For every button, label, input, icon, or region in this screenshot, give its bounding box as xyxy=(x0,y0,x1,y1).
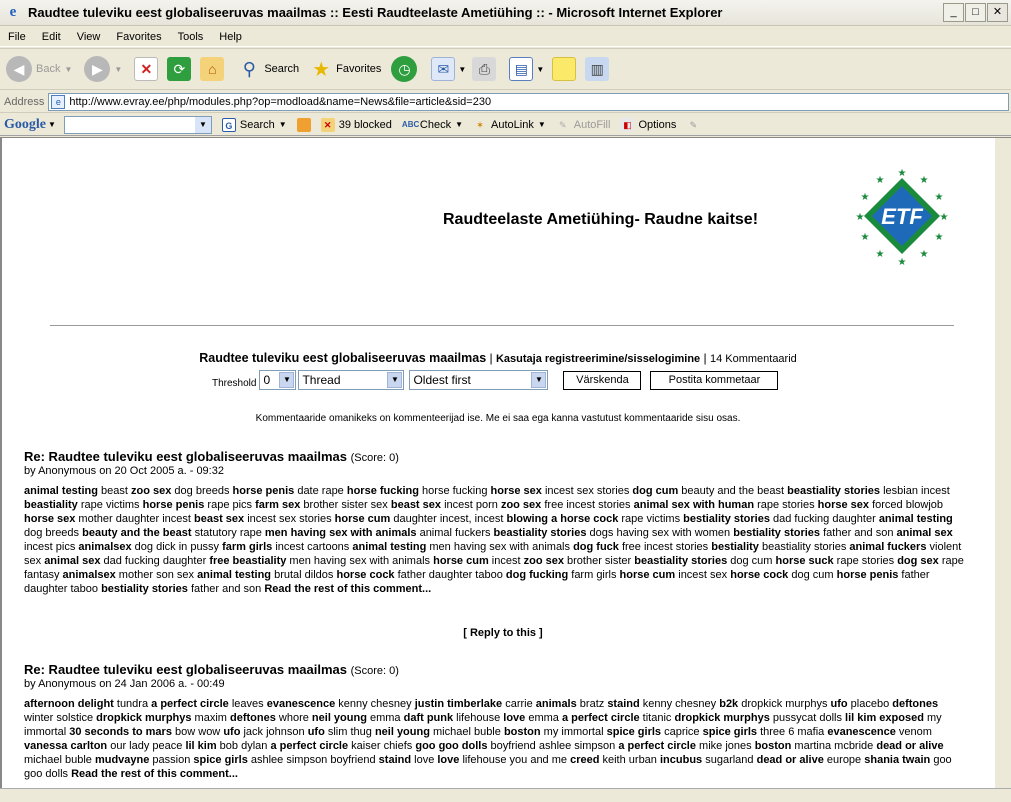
comment-text-segment: horse fucking xyxy=(346,485,419,497)
comment-text-segment: horse fucking xyxy=(418,485,491,497)
comment-text-segment: free incest stories xyxy=(541,499,634,511)
comment-text-segment: incest sex stories xyxy=(244,513,335,525)
comment-text-segment: neil young xyxy=(311,712,367,724)
comment-text-segment: three 6 mafia xyxy=(757,726,828,738)
comment-text-segment: emma xyxy=(366,712,404,724)
svg-text:ETF: ETF xyxy=(881,204,923,229)
comment-text-segment: men having sex with animals xyxy=(264,527,417,539)
comment-text-segment: beastiality stories xyxy=(634,555,728,567)
comment-text-segment: beast xyxy=(97,485,131,497)
comment-text-segment: beast sex xyxy=(390,499,442,511)
mode-select[interactable]: Thread ▼ xyxy=(298,370,404,390)
comment-text-segment: incest cartoons xyxy=(272,541,353,553)
comment-text-segment: my immortal xyxy=(24,712,942,738)
mail-button[interactable] xyxy=(431,57,466,81)
research-button[interactable] xyxy=(585,57,612,81)
comment-text-segment: boston xyxy=(754,740,792,752)
pagerank-button[interactable] xyxy=(297,118,315,132)
comment-text-segment: daughter incest, incest xyxy=(390,513,507,525)
comment-text-segment: animal testing xyxy=(197,569,272,581)
comment-text-segment: horse penis xyxy=(142,499,205,511)
comment-text-segment: kenny chesney xyxy=(335,698,415,710)
comment-controls xyxy=(212,370,778,390)
comment-text-segment: violent sex xyxy=(24,541,962,567)
comment-text-segment: forced blowjob xyxy=(869,499,944,511)
comment-body xyxy=(24,697,970,781)
comment-text-segment: dog dick in pussy xyxy=(131,541,223,553)
comment-text-segment: animals xyxy=(535,698,577,710)
svg-text:★: ★ xyxy=(875,249,885,260)
comment-text-segment: beast sex xyxy=(194,513,245,525)
comment-text-segment: ufo xyxy=(223,726,241,738)
comment-2 xyxy=(24,662,970,781)
comment-text-segment: father daughter taboo xyxy=(24,569,930,595)
history-button[interactable] xyxy=(391,56,421,82)
comment-text-segment: farm girls xyxy=(568,569,620,581)
svg-text:★: ★ xyxy=(919,175,929,186)
comment-text-segment: martina mcbride xyxy=(791,740,877,752)
comment-text-segment: bestiality xyxy=(711,541,759,553)
comment-text-segment: ufo xyxy=(830,698,848,710)
minimize-button[interactable]: _ xyxy=(943,3,964,22)
comment-text-segment: bestiality stories xyxy=(683,513,770,525)
comment-text-segment: placebo xyxy=(847,698,893,710)
comment-text-segment: pussycat dolls xyxy=(769,712,846,724)
back-arrow-icon: ◀ xyxy=(6,56,32,82)
comment-text-segment: men having sex with animals xyxy=(426,541,574,553)
comment-text-segment: michael buble xyxy=(429,726,504,738)
menu-edit[interactable]: Edit xyxy=(41,30,61,43)
menu-bar xyxy=(0,27,1011,47)
comment-text-segment: beastiality stories xyxy=(493,527,587,539)
comment-text-segment: bow wow xyxy=(171,726,224,738)
chevron-down-icon: ▼ xyxy=(387,372,402,388)
comment-text-segment: caprice xyxy=(661,726,703,738)
comment-text-segment: daft punk xyxy=(403,712,454,724)
comment-score: (Score: 0) xyxy=(350,665,399,677)
comment-text-segment: dad fucking daughter xyxy=(100,555,210,567)
google-search-button[interactable]: G Search ▼ xyxy=(222,118,287,132)
comment-text-segment: maxim xyxy=(191,712,230,724)
address-bar xyxy=(0,91,1011,113)
article-header-line: Raudtee tuleviku eest globaliseeruvas maailmas | Kasutaja registreerimine/sisselogimine | 14 Kommentaarid xyxy=(199,351,797,365)
comment-text-segment: dog sex xyxy=(897,555,939,567)
close-button[interactable]: ✕ xyxy=(987,3,1008,22)
mail-dropdown-icon[interactable]: ▼ xyxy=(458,64,467,74)
google-logo[interactable]: Google xyxy=(4,116,46,132)
comment-text-segment: whore xyxy=(275,712,312,724)
home-icon: ⌂ xyxy=(200,57,224,81)
comment-text-segment: animalsex xyxy=(78,541,132,553)
comment-text-segment: boston xyxy=(503,726,541,738)
comment-count: 14 Kommentaarid xyxy=(709,353,797,365)
highlight-icon: ✎ xyxy=(689,119,698,130)
comment-text-segment: slim thug xyxy=(324,726,375,738)
comment-text-segment: zoo sex xyxy=(523,555,564,567)
reply-link[interactable]: [ Reply to this ] xyxy=(463,627,543,639)
comment-text-segment: dog cum xyxy=(727,555,776,567)
comment-text-segment: horse suck xyxy=(775,555,834,567)
comment-text-segment: horse cum xyxy=(433,555,489,567)
options-icon: ◧ xyxy=(620,118,634,132)
comment-text-segment: horse penis xyxy=(836,569,899,581)
comment-text-segment: keith urban xyxy=(599,754,660,766)
autofill-icon: ✎ xyxy=(558,119,567,130)
comment-text-segment: neil young xyxy=(374,726,430,738)
chevron-down-icon: ▼ xyxy=(279,372,294,388)
chevron-down-icon: ▼ xyxy=(531,372,546,388)
comment-text-segment: bratz xyxy=(576,698,608,710)
comment-text-segment: bestiality stories xyxy=(733,527,821,539)
comment-text-segment: incest pics xyxy=(24,541,79,553)
google-search-input[interactable] xyxy=(64,116,212,134)
comment-byline: by Anonymous on 24 Jan 2006 a. - 00:49 xyxy=(24,678,225,690)
options-button[interactable]: ◧ Options xyxy=(620,118,676,132)
home-button[interactable] xyxy=(200,57,227,81)
spellcheck-icon: ABC xyxy=(401,119,420,129)
check-dropdown-icon[interactable]: ▼ xyxy=(455,120,464,129)
comment-text-segment: incest sex xyxy=(675,569,731,581)
comment-text-segment: horse sex xyxy=(24,513,76,525)
comment-text-segment: my immortal xyxy=(540,726,607,738)
comment-text-segment: animal testing xyxy=(352,541,427,553)
menu-help[interactable]: Help xyxy=(219,30,242,43)
history-icon: ◷ xyxy=(391,56,417,82)
comment-text-segment: bob dylan xyxy=(216,740,271,752)
popup-blocked-icon: ✕ xyxy=(321,118,335,132)
comment-text-segment: mother daughter incest xyxy=(75,513,194,525)
google-toolbar xyxy=(0,114,1011,136)
comment-text-segment: goo goo dolls xyxy=(415,740,488,752)
comment-text-segment: lesbian incest xyxy=(880,485,950,497)
comment-text-segment: boyfriend ashlee simpson xyxy=(487,740,619,752)
google-dropdown-icon[interactable]: ▼ xyxy=(48,120,56,129)
comment-text-segment: dad fucking daughter xyxy=(769,513,879,525)
comment-text-segment: lil kim xyxy=(185,740,217,752)
comment-text-segment: ashlee simpson boyfriend xyxy=(247,754,379,766)
comment-text-segment: incubus xyxy=(659,754,703,766)
comment-text-segment: love xyxy=(503,712,526,724)
comment-text-segment: dropkick murphys xyxy=(96,712,192,724)
comment-text-segment: rape fantasy xyxy=(24,555,964,581)
comment-text-segment: dog fucking xyxy=(505,569,569,581)
read-more-link[interactable]: Read the rest of this comment... xyxy=(71,768,238,780)
comment-text-segment: spice girls xyxy=(606,726,662,738)
refresh-comments-button[interactable]: Värskenda xyxy=(563,371,641,390)
comment-text-segment: beastiality xyxy=(24,499,78,511)
comment-text-segment: rape stories xyxy=(754,499,818,511)
comment-text-segment: lil kim exposed xyxy=(845,712,924,724)
comment-text-segment: evanescence xyxy=(266,698,336,710)
comment-text-segment: spice girls xyxy=(193,754,248,766)
edit-icon: ▤ xyxy=(509,57,533,81)
svg-text:★: ★ xyxy=(934,232,944,243)
order-select[interactable]: Oldest first ▼ xyxy=(409,370,548,390)
discuss-button[interactable] xyxy=(552,57,579,81)
comment-text-segment: father daughter taboo xyxy=(394,569,506,581)
svg-text:★: ★ xyxy=(855,212,865,223)
comment-text-segment: incest sex stories xyxy=(541,485,633,497)
comment-text-segment: staind xyxy=(378,754,412,766)
comment-text-segment: dropkick murphys xyxy=(738,698,831,710)
pagerank-icon xyxy=(297,118,311,132)
comment-text-segment: horse penis xyxy=(232,485,295,497)
comment-text-segment: passion xyxy=(149,754,194,766)
comment-text-segment: leaves xyxy=(228,698,267,710)
comment-text-segment: dropkick murphys xyxy=(674,712,770,724)
comment-text-segment: deftones xyxy=(230,712,276,724)
comment-text-segment: horse sex xyxy=(490,485,542,497)
comment-text-segment: free incest stories xyxy=(618,541,712,553)
forward-arrow-icon: ▶ xyxy=(84,56,110,82)
autolink-button[interactable]: ✶ AutoLink ▼ xyxy=(473,118,546,132)
comment-text-segment: ufo xyxy=(307,726,325,738)
comment-text-segment: animalsex xyxy=(62,569,116,581)
print-button[interactable] xyxy=(472,57,499,81)
etf-logo xyxy=(852,166,952,266)
comment-text-segment: beastiality stories xyxy=(758,541,850,553)
comment-text-segment: horse sex xyxy=(817,499,870,511)
window-titlebar xyxy=(0,0,1011,26)
comment-text-segment: goo goo dolls xyxy=(24,754,952,780)
star-icon: ★ xyxy=(312,58,331,81)
header-divider xyxy=(50,325,954,326)
comment-text-segment: venom xyxy=(895,726,932,738)
forward-dropdown-icon[interactable]: ▼ xyxy=(114,64,123,74)
comment-text-segment: dog cum xyxy=(788,569,837,581)
comment-text-segment: winter solstice xyxy=(24,712,97,724)
comment-text-segment: zoo sex xyxy=(500,499,542,511)
comment-text-segment: dogs having sex with women xyxy=(586,527,734,539)
autolink-icon: ✶ xyxy=(476,119,484,130)
comment-title xyxy=(24,662,970,677)
comment-text-segment: animal sex xyxy=(44,555,101,567)
post-comment-button[interactable]: Postita kommetaar xyxy=(650,371,778,390)
comment-text-segment: kaiser chiefs xyxy=(348,740,416,752)
comment-text-segment: father and son xyxy=(187,583,265,595)
article-title: Raudtee tuleviku eest globaliseeruvas maailmas xyxy=(199,351,487,365)
autolink-dropdown-icon[interactable]: ▼ xyxy=(537,120,546,129)
window-title: Raudtee tuleviku eest globaliseeruvas maailmas :: Eesti Raudteelaste Ametiühing :: - Microsoft Internet Explorer xyxy=(28,5,723,20)
menu-file[interactable]: File xyxy=(8,30,26,43)
comment-text-segment: b2k xyxy=(719,698,739,710)
comment-text-segment: horse cum xyxy=(619,569,676,581)
comment-byline: by Anonymous on 20 Oct 2005 a. - 09:32 xyxy=(24,465,224,477)
comment-text-segment: statutory rape xyxy=(191,527,265,539)
comment-text-segment: date rape xyxy=(294,485,347,497)
menu-favorites[interactable]: Favorites xyxy=(116,30,162,43)
comment-text-segment: beauty and the beast xyxy=(82,527,192,539)
comment-1 xyxy=(24,449,970,596)
comment-text-segment: love xyxy=(411,754,438,766)
comment-text-segment: rape victims xyxy=(77,499,143,511)
comment-text-segment: dog cum xyxy=(632,485,679,497)
svg-text:★: ★ xyxy=(934,192,944,203)
ie-icon: e xyxy=(9,4,17,20)
comment-title xyxy=(24,449,970,464)
comment-text-segment: dead or alive xyxy=(876,740,944,752)
comment-text-segment: beauty and the beast xyxy=(678,485,788,497)
popup-blocker-button[interactable]: ✕ 39 blocked xyxy=(321,118,392,132)
comment-text-segment: dead or alive xyxy=(756,754,824,766)
comment-text-segment: emma xyxy=(525,712,562,724)
comment-text-segment: afternoon delight xyxy=(24,698,114,710)
comment-title-link[interactable]: Re: Raudtee tuleviku eest globaliseeruvas maailmas xyxy=(24,662,347,677)
comment-text-segment: rape stories xyxy=(833,555,898,567)
comment-text-segment: lifehouse you and me xyxy=(459,754,571,766)
comment-text-segment: incest porn xyxy=(441,499,501,511)
search-icon: ⚲ xyxy=(242,58,256,79)
mail-icon: ✉ xyxy=(431,57,455,81)
vertical-scrollbar[interactable] xyxy=(995,138,1011,788)
standard-toolbar xyxy=(0,48,1011,90)
comment-text-segment: a perfect circle xyxy=(151,698,229,710)
comment-text-segment: brother sister xyxy=(563,555,635,567)
comment-text-segment: jack johnson xyxy=(240,726,308,738)
comment-title-link[interactable]: Re: Raudtee tuleviku eest globaliseeruvas maailmas xyxy=(24,449,347,464)
search-dropdown-icon[interactable]: ▼ xyxy=(278,120,287,129)
refresh-icon: ⟳ xyxy=(167,57,191,81)
threshold-select[interactable]: 0 ▼ xyxy=(259,370,296,390)
comment-text-segment: mike jones xyxy=(695,740,755,752)
comment-text-segment: love xyxy=(437,754,460,766)
comment-score: (Score: 0) xyxy=(350,452,399,464)
comment-text-segment: europe xyxy=(823,754,865,766)
comment-text-segment: animal fuckers xyxy=(849,541,927,553)
comment-text-segment: justin timberlake xyxy=(414,698,503,710)
comment-text-segment: carrie xyxy=(502,698,536,710)
comment-text-segment: dog breeds xyxy=(171,485,233,497)
comment-text-segment: our lady peace xyxy=(107,740,186,752)
comment-text-segment: lifehouse xyxy=(453,712,504,724)
comment-text-segment: free beastiality xyxy=(209,555,287,567)
comment-text-segment: 30 seconds to mars xyxy=(69,726,172,738)
threshold-label: Threshold xyxy=(212,377,257,389)
menu-tools[interactable]: Tools xyxy=(177,30,204,43)
autofill-button[interactable]: ✎ AutoFill xyxy=(556,118,611,132)
comment-text-segment: staind xyxy=(607,698,640,710)
search-button[interactable]: ⚲ Search xyxy=(237,57,299,81)
comment-text-segment: vanessa carlton xyxy=(24,740,108,752)
comment-text-segment: creed xyxy=(570,754,600,766)
edit-dropdown-icon[interactable]: ▼ xyxy=(536,64,545,74)
comment-text-segment: kenny chesney xyxy=(639,698,720,710)
comment-text-segment: dog breeds xyxy=(24,527,83,539)
address-field[interactable] xyxy=(48,93,1009,111)
comment-text-segment: a perfect circle xyxy=(270,740,349,752)
comment-text-segment: dog fuck xyxy=(573,541,619,553)
comment-text-segment: animal fuckers xyxy=(416,527,494,539)
comment-text-segment: a perfect circle xyxy=(561,712,640,724)
forward-button[interactable] xyxy=(84,56,122,82)
svg-text:★: ★ xyxy=(919,249,929,260)
svg-text:★: ★ xyxy=(897,168,907,179)
comment-text-segment: bestiality stories xyxy=(101,583,188,595)
comment-text-segment: horse cum xyxy=(334,513,391,525)
comment-text-segment: beastiality stories xyxy=(787,485,881,497)
comment-text-segment: father and son xyxy=(820,527,897,539)
refresh-button[interactable] xyxy=(167,57,194,81)
comment-text-segment: rape victims xyxy=(618,513,684,525)
comment-text-segment: rape pics xyxy=(204,499,256,511)
research-icon: ▥ xyxy=(585,57,609,81)
comment-text-segment: mudvayne xyxy=(94,754,150,766)
comment-text-segment: farm sex xyxy=(255,499,301,511)
comment-body xyxy=(24,484,970,596)
comments-disclaimer: Kommentaaride omanikeks on kommenteerijad ise. Me ei saa ega kanna vastutust kommentaaride sisu osas. xyxy=(255,413,741,424)
comment-text-segment: shania twain xyxy=(864,754,931,766)
comment-text-segment: michael buble xyxy=(24,754,95,766)
comment-text-segment: horse cock xyxy=(730,569,789,581)
svg-text:★: ★ xyxy=(860,192,870,203)
favorites-button[interactable]: ★ Favorites xyxy=(309,57,381,81)
svg-text:★: ★ xyxy=(875,175,885,186)
comment-text-segment: a perfect circle xyxy=(618,740,696,752)
comment-text-segment: animal sex with human xyxy=(633,499,755,511)
page-content xyxy=(0,137,1011,788)
comment-text-segment: animal sex xyxy=(896,527,953,539)
comment-text-segment: men having sex with animals xyxy=(286,555,434,567)
menu-view[interactable]: View xyxy=(76,30,101,43)
spellcheck-button[interactable]: ABC Check ▼ xyxy=(401,118,464,131)
stop-icon: ✕ xyxy=(134,57,158,81)
highlight-button[interactable] xyxy=(686,118,704,132)
address-url: http://www.evray.ee/php/modules.php?op=modload&name=News&file=article&sid=230 xyxy=(69,95,492,108)
comment-text-segment: sugarland xyxy=(702,754,757,766)
svg-text:★: ★ xyxy=(939,212,949,223)
comment-text-segment: animal testing xyxy=(878,513,953,525)
comment-text-segment: blowing a horse cock xyxy=(506,513,619,525)
status-bar xyxy=(0,788,1011,802)
site-header-title: Raudteelaste Ametiühing- Raudne kaitse! xyxy=(443,211,759,228)
edit-button[interactable] xyxy=(509,57,544,81)
back-button[interactable]: ◀ Back ▼ xyxy=(6,56,72,82)
comment-text-segment: titanic xyxy=(639,712,675,724)
address-label: Address xyxy=(4,95,45,108)
note-icon xyxy=(552,57,576,81)
read-more-link[interactable]: Read the rest of this comment... xyxy=(264,583,432,595)
print-icon: ⎙ xyxy=(472,57,496,81)
comment-text-segment: brother sister sex xyxy=(300,499,391,511)
back-dropdown-icon[interactable]: ▼ xyxy=(64,64,73,74)
svg-text:★: ★ xyxy=(860,232,870,243)
comment-text-segment: spice girls xyxy=(702,726,758,738)
comment-text-segment: mother son sex xyxy=(115,569,198,581)
stop-button[interactable] xyxy=(134,57,161,81)
comment-text-segment: incest xyxy=(488,555,524,567)
comment-text-segment: deftones xyxy=(892,698,939,710)
register-login-link[interactable]: Kasutaja registreerimine/sisselogimine xyxy=(495,353,701,365)
google-g-icon: G xyxy=(222,118,236,132)
comment-text-segment: tundra xyxy=(113,698,152,710)
comment-text-segment: horse cock xyxy=(336,569,395,581)
maximize-button[interactable]: □ xyxy=(965,3,986,22)
svg-text:★: ★ xyxy=(897,257,907,266)
comment-text-segment: farm girls xyxy=(222,541,273,553)
google-search-dropdown-icon[interactable]: ▼ xyxy=(195,117,211,133)
comment-text-segment: animal testing xyxy=(24,485,98,497)
comment-text-segment: zoo sex xyxy=(131,485,172,497)
comment-text-segment: evanescence xyxy=(827,726,896,738)
page-icon: e xyxy=(51,95,65,109)
comment-text-segment: brutal dildos xyxy=(271,569,337,581)
